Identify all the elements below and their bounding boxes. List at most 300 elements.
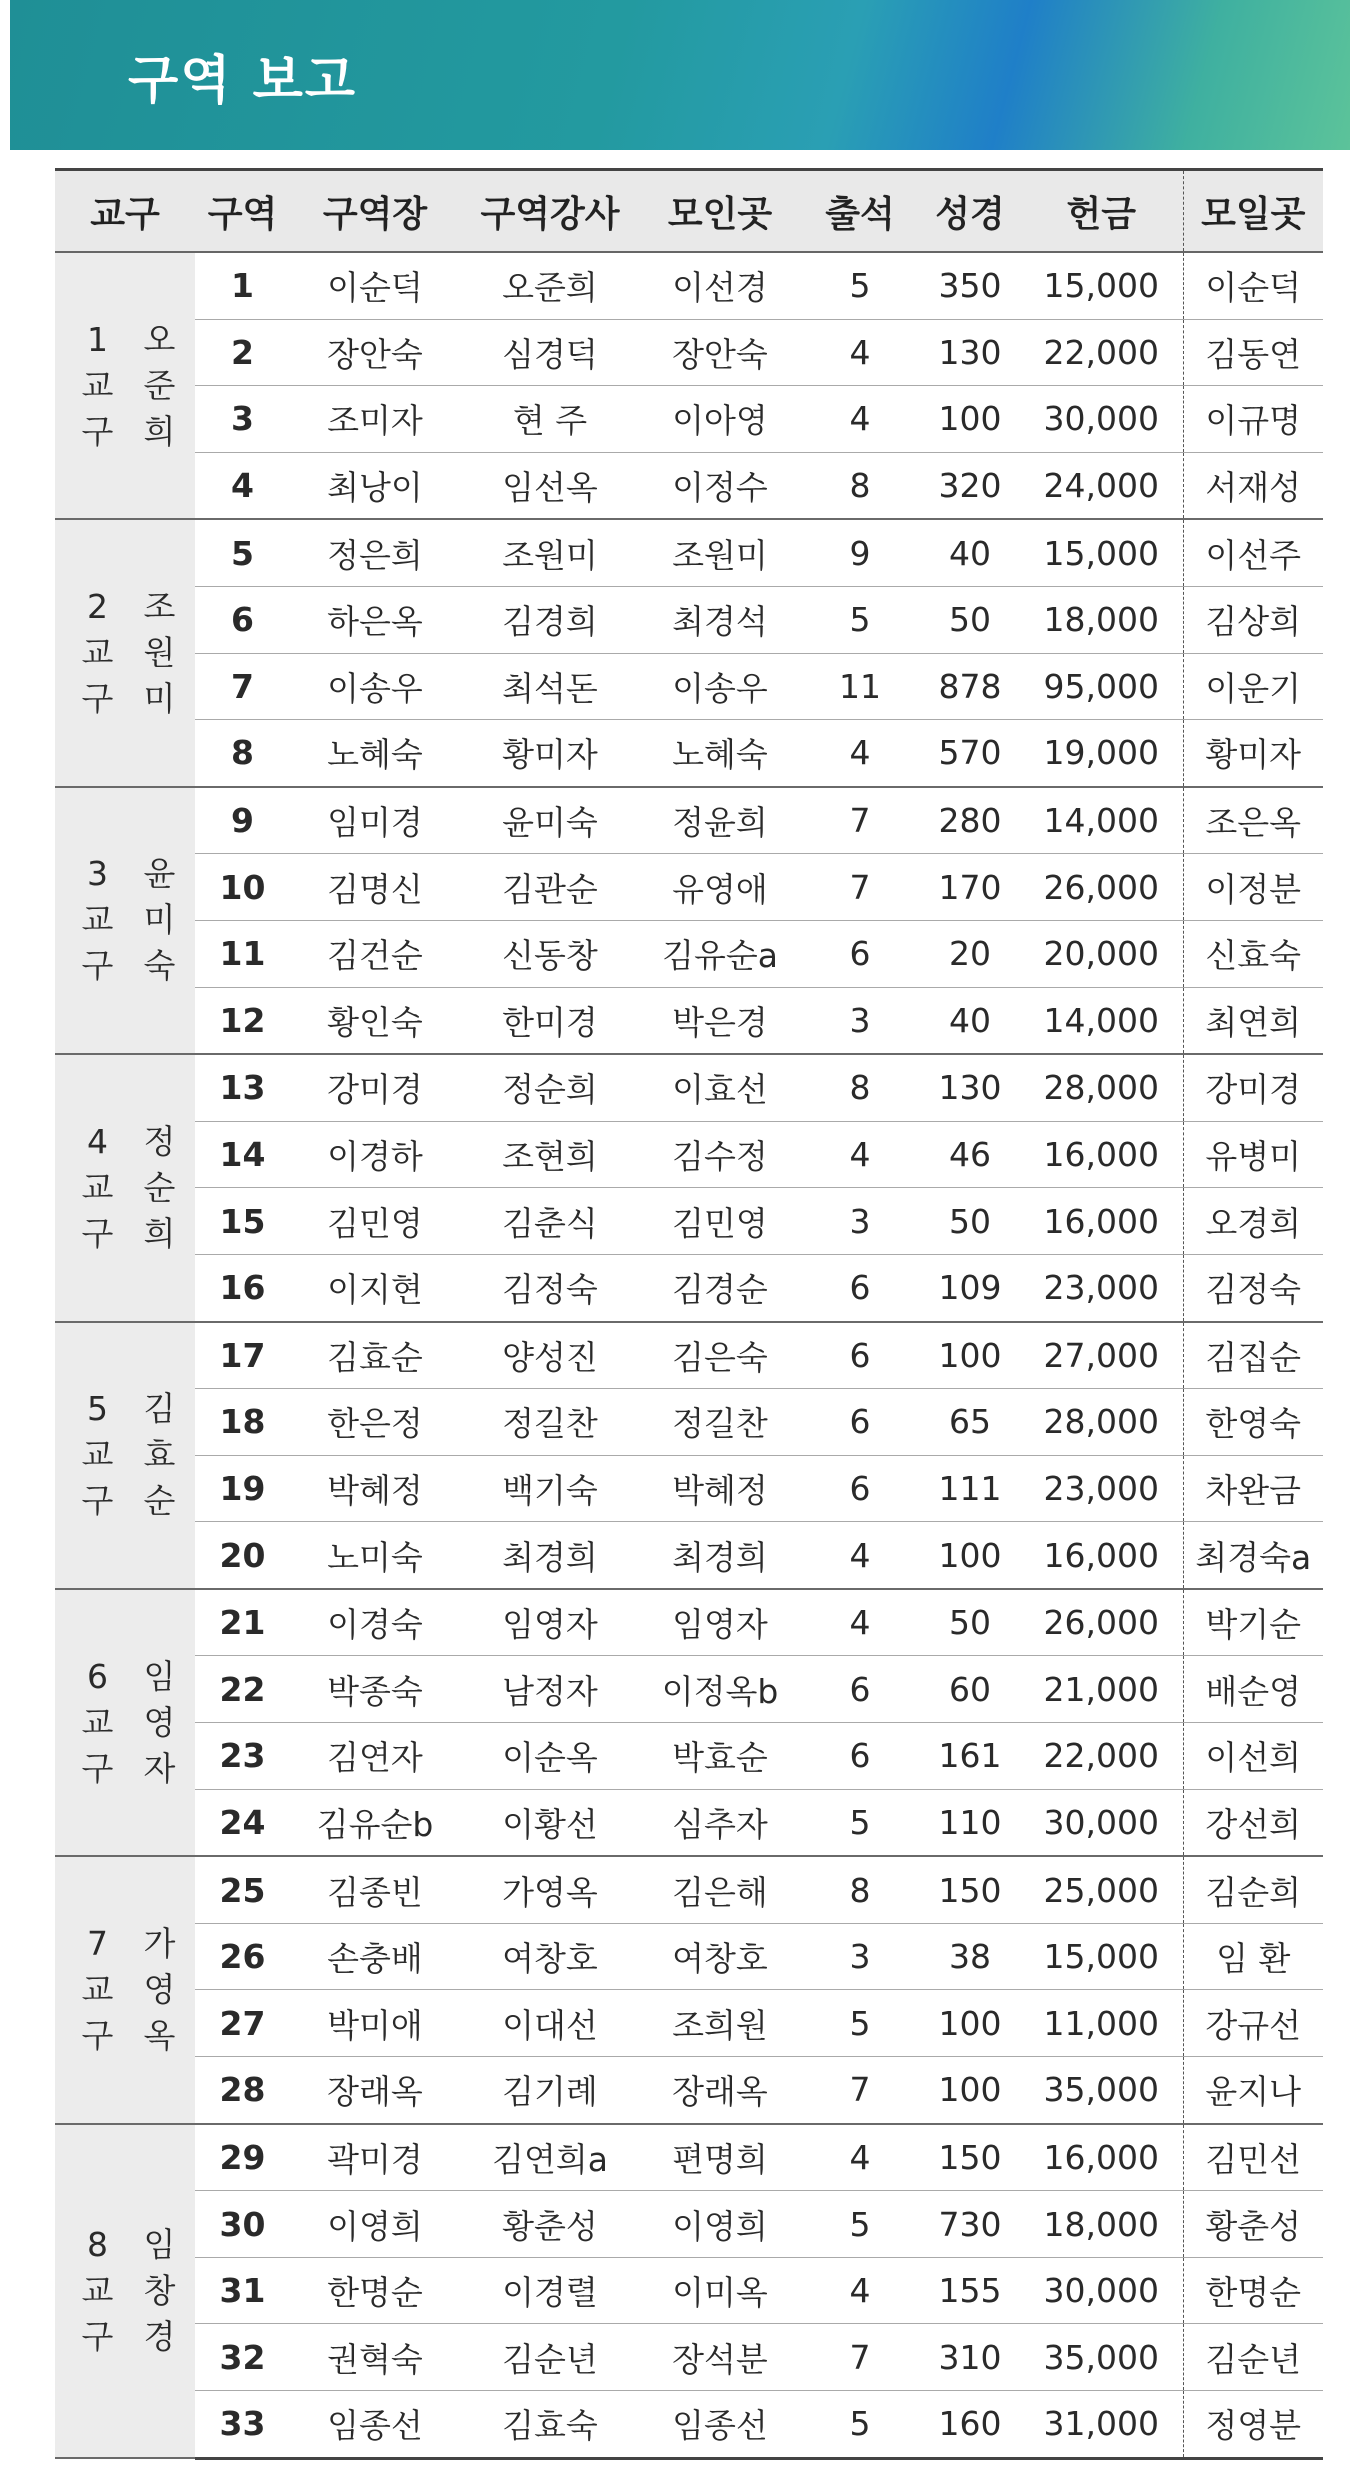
attendance: 5	[800, 2191, 920, 2258]
offering: 11,000	[1020, 1990, 1183, 2057]
district-leader: 손충배	[290, 1923, 460, 1990]
offering: 14,000	[1020, 787, 1183, 854]
table-row	[55, 920, 1323, 987]
district-teacher: 김순년	[460, 2324, 640, 2391]
bible-count: 730	[920, 2191, 1020, 2258]
district-teacher: 현 주	[460, 386, 640, 453]
district-teacher: 신동창	[460, 920, 640, 987]
table-row	[55, 2057, 1323, 2124]
district-leader: 이경하	[290, 1121, 460, 1188]
district-number: 18	[195, 1389, 290, 1456]
district-leader: 이영희	[290, 2191, 460, 2258]
next-place: 이순덕	[1183, 252, 1323, 319]
header-offering: 헌금	[1020, 170, 1183, 253]
district-teacher: 김효숙	[460, 2391, 640, 2459]
meeting-place: 조원미	[640, 519, 800, 586]
attendance: 7	[800, 2057, 920, 2124]
table-row	[55, 1322, 1323, 1389]
district-leader: 강미경	[290, 1054, 460, 1121]
district-teacher: 김춘식	[460, 1188, 640, 1255]
table-row	[55, 1455, 1323, 1522]
gyogu-name: 5교구	[55, 1322, 130, 1589]
offering: 30,000	[1020, 386, 1183, 453]
district-teacher: 김정숙	[460, 1254, 640, 1321]
bible-count: 20	[920, 920, 1020, 987]
district-teacher: 황춘성	[460, 2191, 640, 2258]
table-row	[55, 2324, 1323, 2391]
table-row	[55, 386, 1323, 453]
next-place: 박기순	[1183, 1589, 1323, 1656]
attendance: 8	[800, 1856, 920, 1923]
offering: 24,000	[1020, 452, 1183, 519]
district-leader: 한명순	[290, 2257, 460, 2324]
bible-count: 65	[920, 1389, 1020, 1456]
meeting-place: 박혜정	[640, 1455, 800, 1522]
attendance: 4	[800, 1522, 920, 1589]
attendance: 6	[800, 1322, 920, 1389]
offering: 22,000	[1020, 319, 1183, 386]
district-leader: 김연자	[290, 1723, 460, 1790]
table-row	[55, 1522, 1323, 1589]
table-row	[55, 1656, 1323, 1723]
table-row	[55, 1254, 1323, 1321]
district-leader: 박종숙	[290, 1656, 460, 1723]
header-next-place: 모일곳	[1183, 170, 1323, 253]
table-row	[55, 2191, 1323, 2258]
district-leader: 조미자	[290, 386, 460, 453]
meeting-place: 정윤희	[640, 787, 800, 854]
attendance: 4	[800, 1121, 920, 1188]
district-teacher: 황미자	[460, 720, 640, 787]
meeting-place: 조희원	[640, 1990, 800, 2057]
bible-count: 150	[920, 1856, 1020, 1923]
district-teacher: 조원미	[460, 519, 640, 586]
meeting-place: 최경석	[640, 586, 800, 653]
bible-count: 100	[920, 1990, 1020, 2057]
district-number: 6	[195, 586, 290, 653]
district-number: 10	[195, 854, 290, 921]
gyogu-leader: 정순희	[130, 1054, 195, 1321]
district-leader: 임미경	[290, 787, 460, 854]
district-teacher: 최석돈	[460, 653, 640, 720]
meeting-place: 장래옥	[640, 2057, 800, 2124]
district-number: 16	[195, 1254, 290, 1321]
district-leader: 이경숙	[290, 1589, 460, 1656]
gyogu-leader: 조원미	[130, 519, 195, 786]
district-teacher: 임선옥	[460, 452, 640, 519]
bible-count: 110	[920, 1789, 1020, 1856]
district-teacher: 정순희	[460, 1054, 640, 1121]
bible-count: 130	[920, 319, 1020, 386]
district-teacher: 김관순	[460, 854, 640, 921]
table-row	[55, 987, 1323, 1054]
district-teacher: 이황선	[460, 1789, 640, 1856]
district-number: 4	[195, 452, 290, 519]
district-number: 13	[195, 1054, 290, 1121]
district-leader: 임종선	[290, 2391, 460, 2459]
next-place: 조은옥	[1183, 787, 1323, 854]
meeting-place: 여창호	[640, 1923, 800, 1990]
offering: 16,000	[1020, 1121, 1183, 1188]
attendance: 7	[800, 787, 920, 854]
meeting-place: 이선경	[640, 252, 800, 319]
table-body	[55, 252, 1323, 2458]
gyogu-name: 4교구	[55, 1054, 130, 1321]
table-row	[55, 1990, 1323, 2057]
district-teacher: 백기숙	[460, 1455, 640, 1522]
district-number: 8	[195, 720, 290, 787]
district-teacher: 가영옥	[460, 1856, 640, 1923]
offering: 16,000	[1020, 1522, 1183, 1589]
table-row	[55, 1121, 1323, 1188]
district-number: 19	[195, 1455, 290, 1522]
district-teacher: 오준희	[460, 252, 640, 319]
district-teacher: 양성진	[460, 1322, 640, 1389]
district-number: 5	[195, 519, 290, 586]
district-leader: 박혜정	[290, 1455, 460, 1522]
next-place: 이선주	[1183, 519, 1323, 586]
district-leader: 장래옥	[290, 2057, 460, 2124]
district-number: 2	[195, 319, 290, 386]
district-leader: 권혁숙	[290, 2324, 460, 2391]
offering: 15,000	[1020, 252, 1183, 319]
offering: 23,000	[1020, 1254, 1183, 1321]
meeting-place: 심추자	[640, 1789, 800, 1856]
district-teacher: 조현희	[460, 1121, 640, 1188]
offering: 20,000	[1020, 920, 1183, 987]
meeting-place: 김은숙	[640, 1322, 800, 1389]
offering: 22,000	[1020, 1723, 1183, 1790]
bible-count: 161	[920, 1723, 1020, 1790]
next-place: 서재성	[1183, 452, 1323, 519]
page-title: 구역 보고	[128, 51, 358, 111]
district-teacher: 김기례	[460, 2057, 640, 2124]
district-number: 12	[195, 987, 290, 1054]
district-number: 11	[195, 920, 290, 987]
table-row	[55, 1923, 1323, 1990]
attendance: 6	[800, 920, 920, 987]
district-teacher: 최경희	[460, 1522, 640, 1589]
district-leader: 곽미경	[290, 2124, 460, 2191]
offering: 27,000	[1020, 1322, 1183, 1389]
bible-count: 280	[920, 787, 1020, 854]
offering: 28,000	[1020, 1054, 1183, 1121]
meeting-place: 노혜숙	[640, 720, 800, 787]
meeting-place: 김수정	[640, 1121, 800, 1188]
district-report-table	[55, 168, 1323, 2460]
next-place: 강규선	[1183, 1990, 1323, 2057]
offering: 31,000	[1020, 2391, 1183, 2459]
offering: 25,000	[1020, 1856, 1183, 1923]
gyogu-leader: 오준희	[130, 252, 195, 519]
attendance: 4	[800, 720, 920, 787]
district-leader: 이지현	[290, 1254, 460, 1321]
offering: 23,000	[1020, 1455, 1183, 1522]
attendance: 5	[800, 586, 920, 653]
header-district: 구역	[195, 170, 290, 253]
bible-count: 100	[920, 1322, 1020, 1389]
attendance: 5	[800, 252, 920, 319]
district-number: 23	[195, 1723, 290, 1790]
gyogu-name: 1교구	[55, 252, 130, 519]
district-leader: 이송우	[290, 653, 460, 720]
district-teacher: 여창호	[460, 1923, 640, 1990]
gyogu-name: 7교구	[55, 1856, 130, 2123]
next-place: 김상희	[1183, 586, 1323, 653]
title-banner	[10, 0, 1350, 150]
district-number: 14	[195, 1121, 290, 1188]
gyogu-leader: 임영자	[130, 1589, 195, 1856]
gyogu-leader: 임창경	[130, 2124, 195, 2458]
bible-count: 40	[920, 519, 1020, 586]
offering: 21,000	[1020, 1656, 1183, 1723]
table-row	[55, 653, 1323, 720]
offering: 18,000	[1020, 586, 1183, 653]
meeting-place: 편명희	[640, 2124, 800, 2191]
attendance: 9	[800, 519, 920, 586]
district-number: 28	[195, 2057, 290, 2124]
next-place: 황미자	[1183, 720, 1323, 787]
attendance: 5	[800, 1789, 920, 1856]
district-teacher: 한미경	[460, 987, 640, 1054]
district-number: 33	[195, 2391, 290, 2459]
district-number: 32	[195, 2324, 290, 2391]
gyogu-name: 8교구	[55, 2124, 130, 2458]
gyogu-name: 3교구	[55, 787, 130, 1054]
bible-count: 150	[920, 2124, 1020, 2191]
header-gyogu: 교구	[55, 170, 195, 253]
next-place: 이운기	[1183, 653, 1323, 720]
header-district-leader: 구역장	[290, 170, 460, 253]
table-row	[55, 319, 1323, 386]
offering: 30,000	[1020, 1789, 1183, 1856]
meeting-place: 이효선	[640, 1054, 800, 1121]
offering: 16,000	[1020, 2124, 1183, 2191]
bible-count: 878	[920, 653, 1020, 720]
next-place: 최연희	[1183, 987, 1323, 1054]
attendance: 6	[800, 1389, 920, 1456]
table-row	[55, 1723, 1323, 1790]
meeting-place: 최경희	[640, 1522, 800, 1589]
next-place: 정영분	[1183, 2391, 1323, 2459]
table-row	[55, 1054, 1323, 1121]
district-leader: 김건순	[290, 920, 460, 987]
meeting-place: 유영애	[640, 854, 800, 921]
attendance: 4	[800, 386, 920, 453]
district-teacher: 김경희	[460, 586, 640, 653]
bible-count: 320	[920, 452, 1020, 519]
header-district-teacher: 구역강사	[460, 170, 640, 253]
district-teacher: 정길찬	[460, 1389, 640, 1456]
bible-count: 100	[920, 1522, 1020, 1589]
bible-count: 60	[920, 1656, 1020, 1723]
next-place: 한명순	[1183, 2257, 1323, 2324]
meeting-place: 이정옥b	[640, 1656, 800, 1723]
bible-count: 350	[920, 252, 1020, 319]
offering: 18,000	[1020, 2191, 1183, 2258]
offering: 26,000	[1020, 1589, 1183, 1656]
district-leader: 김종빈	[290, 1856, 460, 1923]
bible-count: 50	[920, 1188, 1020, 1255]
attendance: 4	[800, 319, 920, 386]
district-number: 25	[195, 1856, 290, 1923]
attendance: 6	[800, 1254, 920, 1321]
meeting-place: 정길찬	[640, 1389, 800, 1456]
offering: 19,000	[1020, 720, 1183, 787]
district-teacher: 이순옥	[460, 1723, 640, 1790]
table-row	[55, 1188, 1323, 1255]
attendance: 3	[800, 1923, 920, 1990]
offering: 35,000	[1020, 2057, 1183, 2124]
gyogu-leader: 김효순	[130, 1322, 195, 1589]
table-row	[55, 854, 1323, 921]
next-place: 이정분	[1183, 854, 1323, 921]
district-number: 1	[195, 252, 290, 319]
next-place: 김순년	[1183, 2324, 1323, 2391]
next-place: 신효숙	[1183, 920, 1323, 987]
table-row	[55, 252, 1323, 319]
attendance: 5	[800, 1990, 920, 2057]
meeting-place: 임종선	[640, 2391, 800, 2459]
bible-count: 109	[920, 1254, 1020, 1321]
bible-count: 111	[920, 1455, 1020, 1522]
next-place: 최경숙a	[1183, 1522, 1323, 1589]
table-row	[55, 1789, 1323, 1856]
district-leader: 김명신	[290, 854, 460, 921]
meeting-place: 박은경	[640, 987, 800, 1054]
district-number: 30	[195, 2191, 290, 2258]
district-teacher: 심경덕	[460, 319, 640, 386]
district-number: 17	[195, 1322, 290, 1389]
gyogu-name: 6교구	[55, 1589, 130, 1856]
bible-count: 130	[920, 1054, 1020, 1121]
district-number: 20	[195, 1522, 290, 1589]
offering: 16,000	[1020, 1188, 1183, 1255]
district-leader: 박미애	[290, 1990, 460, 2057]
bible-count: 38	[920, 1923, 1020, 1990]
bible-count: 50	[920, 1589, 1020, 1656]
district-leader: 황인숙	[290, 987, 460, 1054]
table-row	[55, 720, 1323, 787]
meeting-place: 김민영	[640, 1188, 800, 1255]
attendance: 6	[800, 1723, 920, 1790]
district-leader: 정은희	[290, 519, 460, 586]
next-place: 오경희	[1183, 1188, 1323, 1255]
offering: 35,000	[1020, 2324, 1183, 2391]
gyogu-leader: 가영옥	[130, 1856, 195, 2123]
meeting-place: 장안숙	[640, 319, 800, 386]
attendance: 8	[800, 452, 920, 519]
district-teacher: 윤미숙	[460, 787, 640, 854]
bible-count: 100	[920, 2057, 1020, 2124]
bible-count: 570	[920, 720, 1020, 787]
attendance: 5	[800, 2391, 920, 2459]
attendance: 11	[800, 653, 920, 720]
meeting-place: 이아영	[640, 386, 800, 453]
next-place: 김순희	[1183, 1856, 1323, 1923]
table-row	[55, 1389, 1323, 1456]
district-leader: 노미숙	[290, 1522, 460, 1589]
district-leader: 김유순b	[290, 1789, 460, 1856]
table-row	[55, 787, 1323, 854]
next-place: 임 환	[1183, 1923, 1323, 1990]
district-number: 29	[195, 2124, 290, 2191]
bible-count: 160	[920, 2391, 1020, 2459]
district-leader: 장안숙	[290, 319, 460, 386]
bible-count: 100	[920, 386, 1020, 453]
header-bible: 성경	[920, 170, 1020, 253]
table-row	[55, 1856, 1323, 1923]
district-teacher: 임영자	[460, 1589, 640, 1656]
district-number: 31	[195, 2257, 290, 2324]
district-number: 7	[195, 653, 290, 720]
next-place: 강미경	[1183, 1054, 1323, 1121]
attendance: 6	[800, 1455, 920, 1522]
next-place: 윤지나	[1183, 2057, 1323, 2124]
table-row	[55, 2257, 1323, 2324]
district-number: 24	[195, 1789, 290, 1856]
meeting-place: 김유순a	[640, 920, 800, 987]
attendance: 7	[800, 854, 920, 921]
next-place: 유병미	[1183, 1121, 1323, 1188]
next-place: 김집순	[1183, 1322, 1323, 1389]
next-place: 김동연	[1183, 319, 1323, 386]
offering: 15,000	[1020, 1923, 1183, 1990]
offering: 26,000	[1020, 854, 1183, 921]
district-number: 3	[195, 386, 290, 453]
district-leader: 김효순	[290, 1322, 460, 1389]
district-number: 9	[195, 787, 290, 854]
next-place: 한영숙	[1183, 1389, 1323, 1456]
district-leader: 하은옥	[290, 586, 460, 653]
table-row	[55, 1589, 1323, 1656]
meeting-place: 장석분	[640, 2324, 800, 2391]
bible-count: 155	[920, 2257, 1020, 2324]
district-number: 26	[195, 1923, 290, 1990]
district-leader: 노혜숙	[290, 720, 460, 787]
next-place: 김정숙	[1183, 1254, 1323, 1321]
attendance: 8	[800, 1054, 920, 1121]
table-row	[55, 586, 1323, 653]
table-header-row	[55, 170, 1323, 253]
offering: 95,000	[1020, 653, 1183, 720]
meeting-place: 박효순	[640, 1723, 800, 1790]
district-teacher: 김연희a	[460, 2124, 640, 2191]
meeting-place: 이미옥	[640, 2257, 800, 2324]
attendance: 4	[800, 2257, 920, 2324]
attendance: 6	[800, 1656, 920, 1723]
attendance: 4	[800, 2124, 920, 2191]
attendance: 7	[800, 2324, 920, 2391]
next-place: 이규명	[1183, 386, 1323, 453]
district-leader: 김민영	[290, 1188, 460, 1255]
attendance: 3	[800, 1188, 920, 1255]
attendance: 3	[800, 987, 920, 1054]
district-teacher: 남정자	[460, 1656, 640, 1723]
next-place: 김민선	[1183, 2124, 1323, 2191]
bible-count: 40	[920, 987, 1020, 1054]
header-attendance: 출석	[800, 170, 920, 253]
table-row	[55, 2391, 1323, 2459]
bible-count: 46	[920, 1121, 1020, 1188]
bible-count: 310	[920, 2324, 1020, 2391]
district-teacher: 이경렬	[460, 2257, 640, 2324]
next-place: 배순영	[1183, 1656, 1323, 1723]
district-leader: 최낭이	[290, 452, 460, 519]
district-number: 15	[195, 1188, 290, 1255]
district-teacher: 이대선	[460, 1990, 640, 2057]
header-meeting-place: 모인곳	[640, 170, 800, 253]
